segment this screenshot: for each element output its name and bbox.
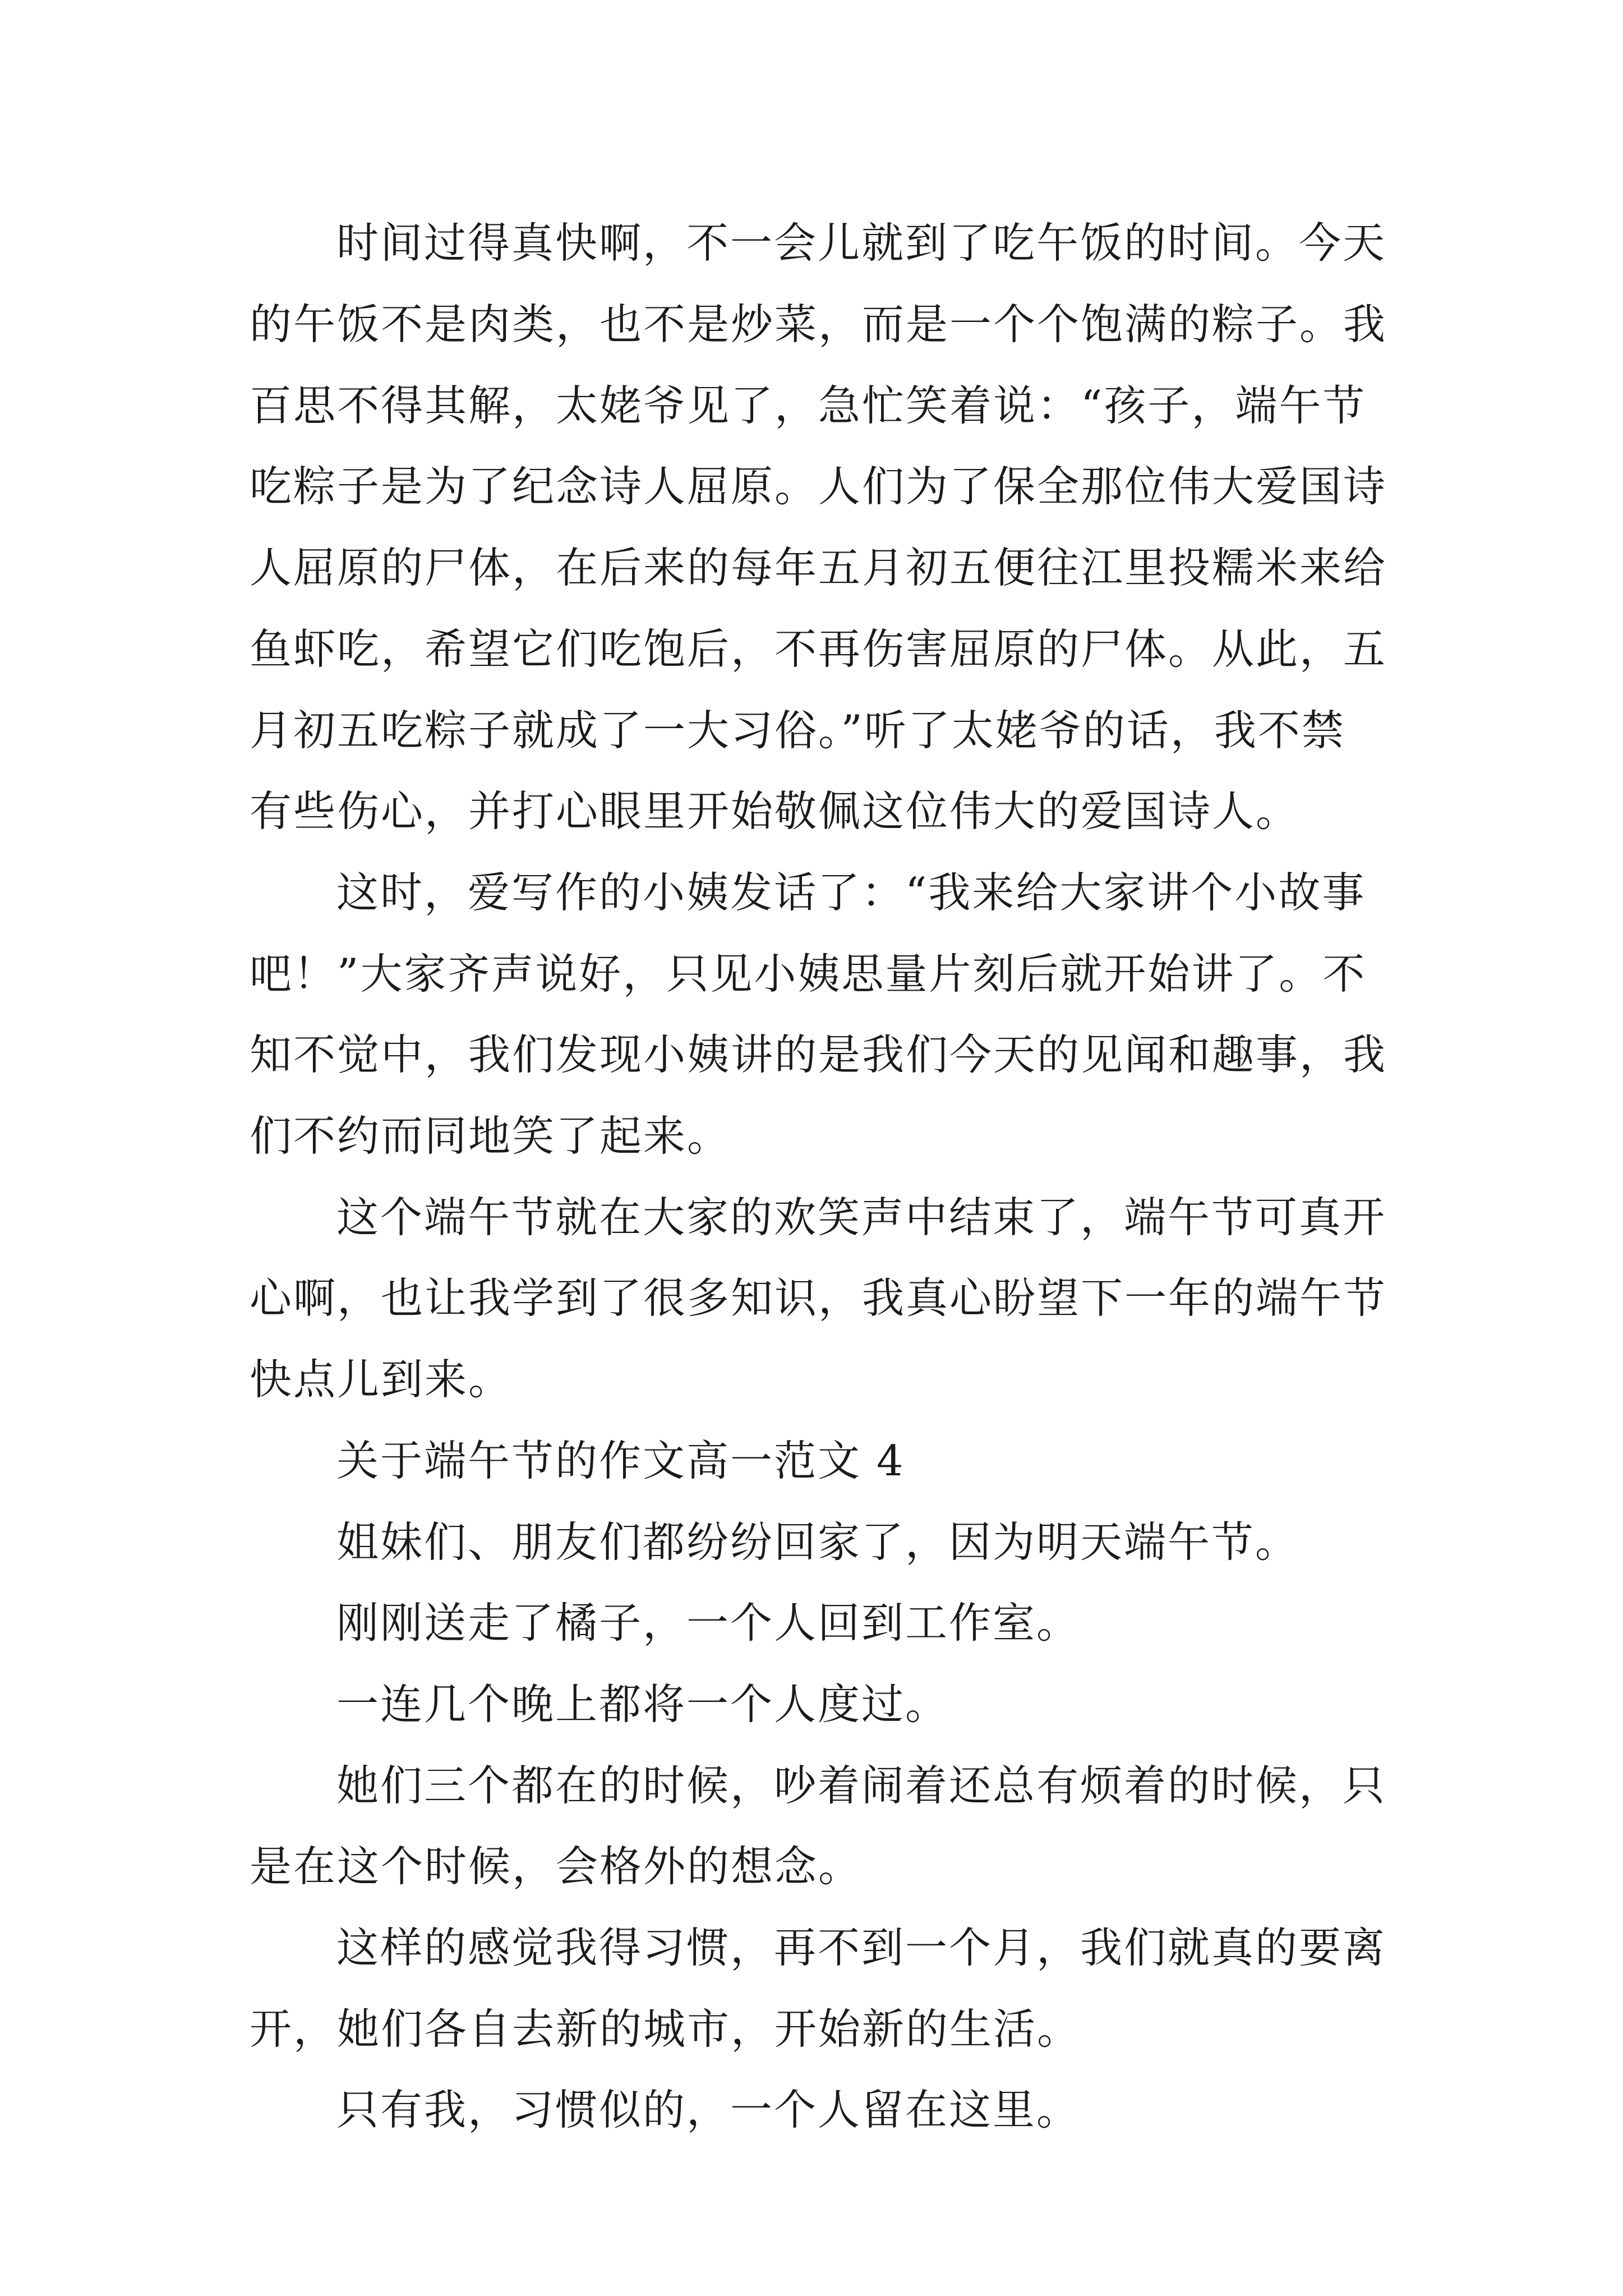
text-line: 百思不得其解，太姥爷见了，急忙笑着说：“孩子，端午节: [250, 381, 1367, 430]
text-line: 吧！”大家齐声说好，只见小姨思量片刻后就开始讲了。不: [250, 949, 1367, 999]
text-line: 只有我，习惯似的，一个人留在这里。: [336, 2085, 1081, 2134]
text-line: 鱼虾吃，希望它们吃饱后，不再伤害屈原的尸体。从此，五: [250, 624, 1387, 674]
text-line: 这个端午节就在大家的欢笑声中结束了，端午节可真开: [336, 1193, 1387, 1242]
text-line: 是在这个时候，会格外的想念。: [250, 1842, 863, 1891]
text-line: 心啊，也让我学到了很多知识，我真心盼望下一年的端午节: [250, 1273, 1387, 1323]
text-line: 这时，爱写作的小姨发话了：“我来给大家讲个小故事: [336, 868, 1366, 917]
text-line: 快点儿到来。: [250, 1355, 513, 1404]
text-line: 一连几个晚上都将一个人度过。: [336, 1680, 949, 1729]
text-line: 有些伤心，并打心眼里开始敬佩这位伟大的爱国诗人。: [250, 786, 1300, 836]
text-line: 吃粽子是为了纪念诗人屈原。人们为了保全那位伟大爱国诗: [250, 462, 1387, 511]
text-line: 月初五吃粽子就成了一大习俗。”听了太姥爷的话，我不禁: [250, 706, 1345, 755]
text-line: 的午饭不是肉类，也不是炒菜，而是一个个饱满的粽子。我: [250, 300, 1387, 349]
text-line: 知不觉中，我们发现小姨讲的是我们今天的见闻和趣事，我: [250, 1030, 1387, 1079]
text-line: 她们三个都在的时候，吵着闹着还总有烦着的时候，只: [336, 1761, 1387, 1810]
section-heading: 关于端午节的作文高一范文 4: [336, 1436, 905, 1485]
text-line: 这样的感觉我得习惯，再不到一个月，我们就真的要离: [336, 1923, 1387, 1972]
text-line: 们不约而同地笑了起来。: [250, 1111, 731, 1161]
text-line: 姐妹们、朋友们都纷纷回家了，因为明天端午节。: [336, 1517, 1299, 1567]
text-line: 刚刚送走了橘子，一个人回到工作室。: [336, 1598, 1081, 1648]
text-line: 时间过得真快啊，不一会儿就到了吃午饭的时间。今天: [336, 218, 1387, 268]
text-line: 开，她们各自去新的城市，开始新的生活。: [250, 2004, 1081, 2054]
text-line: 人屈原的尸体，在后来的每年五月初五便往江里投糯米来给: [250, 543, 1387, 592]
